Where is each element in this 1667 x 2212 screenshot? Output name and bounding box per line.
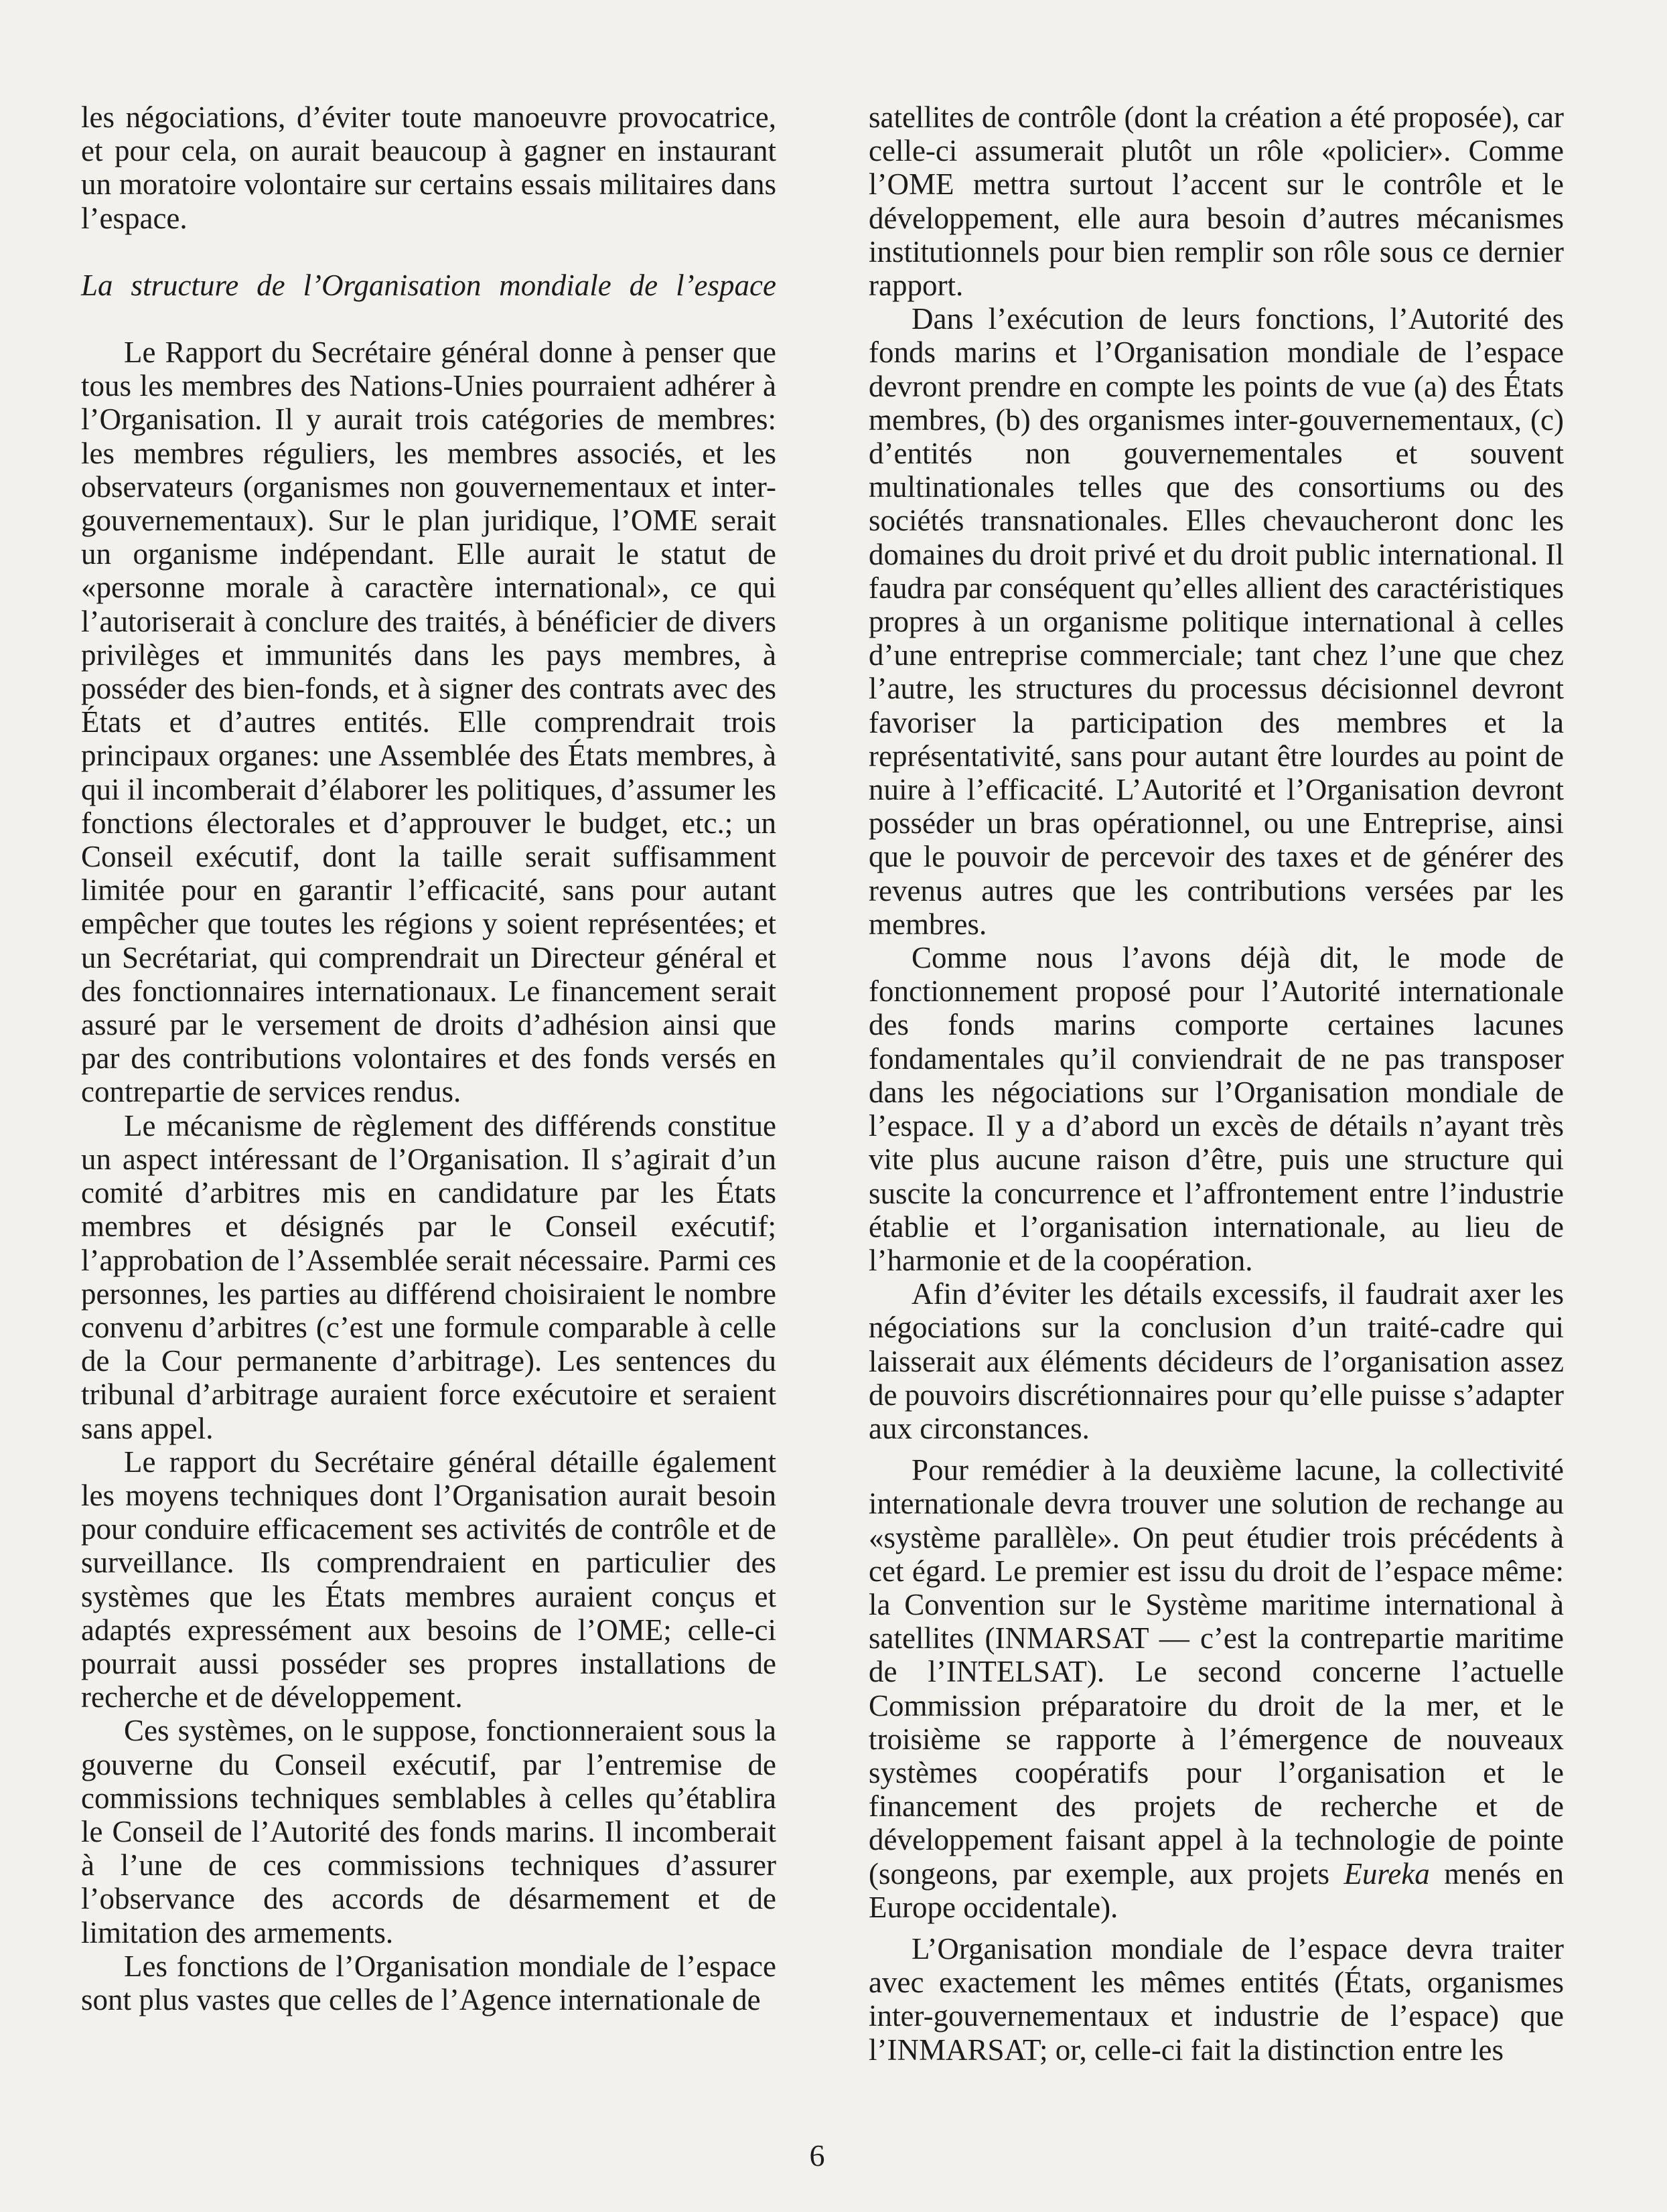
right-column: [869, 100, 1564, 2067]
paragraph: Afin d’éviter les détails excessifs, il faudrait axer les négociations sur la conclusion d’un traité-cadre qui laisserait aux éléments décideurs de l’organisation assez de pouvoirs discrétionnaires pour qu’elle puisse s’adapter aux circonstances.: [869, 1277, 1564, 1445]
paragraph: satellites de contrôle (dont la création a été proposée), car celle-ci assumerait plutôt un rôle «policier». Comme l’OME mettra surtout l’accent sur le contrôle et le développement, elle aura besoin d’autres mécanismes institutionnels pour bien remplir son rôle sous ce dernier rapport.: [869, 100, 1564, 303]
paragraph: Ces systèmes, on le suppose, fonctionneraient sous la gouverne du Conseil exécutif, par l’entremise de commissions techniques semblables à celles qu’établira le Conseil de l’Autorité des fonds marins. Il incomberait à l’une de ces commissions techniques d’assurer l’observance des accords de désarmement et de limitation des armements.: [81, 1714, 776, 1949]
section-heading: La structure de l’Organisation mondiale de l’espace: [81, 268, 776, 302]
paragraph: Les fonctions de l’Organisation mondiale de l’espace sont plus vastes que celles de l’Agence internationale de: [81, 1949, 776, 2016]
paragraph: Le Rapport du Secrétaire général donne à penser que tous les membres des Nations-Unies pourraient adhérer à l’Organisation. Il y aurait trois catégories de membres: les membres réguliers, les membres associés, et les observateurs (organismes non gouvernementaux et inter-gouvernementaux). Sur le plan juridique, l’OME serait un organisme indépendant. Elle aurait le statut de «personne morale à caractère international», ce qui l’autoriserait à conclure des traités, à bénéficier de divers privilèges et immunités dans les pays membres, à posséder des bien-fonds, et à signer des contrats avec des États et d’autres entités. Elle comprendrait trois principaux organes: une Assemblée des États membres, à qui il incomberait d’élaborer les politiques, d’assumer les fonctions électorales et d’approuver le budget, etc.; un Conseil exécutif, dont la taille serait suffisamment limitée pour en garantir l’efficacité, sans pour autant empêcher que toutes les régions y soient représentées; et un Secrétariat, qui comprendrait un Directeur général et des fonctionnaires internationaux. Le financement serait assuré par le versement de droits d’adhésion ainsi que par des contributions volontaires et des fonds versés en contrepartie de services rendus.: [81, 336, 776, 1109]
paragraph: [869, 1453, 1564, 1924]
paragraph: Le rapport du Secrétaire général détaille également les moyens techniques dont l’Organisation aurait besoin pour conduire efficacement ses activités de contrôle et de surveillance. Ils comprendraient en particulier des systèmes que les États membres auraient conçus et adaptés expressément aux besoins de l’OME; celle-ci pourrait aussi posséder ses propres installations de recherche et de développement.: [81, 1445, 776, 1714]
paragraph-text: Pour remédier à la deuxième lacune, la collectivité internationale devra trouver une solution de rechange au «système parallèle». On peut étudier trois précédents à cet égard. Le premier est issu du droit de l’espace même: la Convention sur le Système maritime international à satellites (INMARSAT — c’est la contrepartie maritime de l’INTELSAT). Le second concerne l’actuelle Commission préparatoire du droit de la mer, et le troisième se rapporte à l’émergence de nouveaux systèmes coopératifs pour l’organisation et le financement des projets de recherche et de développement faisant appel à la technologie de pointe (songeons, par exemple, aux projets: [869, 1453, 1564, 1891]
paragraph-text: menés en Europe occidentale).: [869, 1856, 1564, 1924]
page-number: 6: [809, 2138, 825, 2172]
left-column: [81, 100, 776, 2016]
paragraph: L’Organisation mondiale de l’espace devra traiter avec exactement les mêmes entités (États, organismes inter-gouvernementaux et industrie de l’espace) que l’INMARSAT; or, celle-ci fait la distinction entre les: [869, 1931, 1564, 2067]
paragraph: Dans l’exécution de leurs fonctions, l’Autorité des fonds marins et l’Organisation mondiale de l’espace devront prendre en compte les points de vue (a) des États membres, (b) des organismes inter-gouvernementaux, (c) d’entités non gouvernementales et souvent multinationales telles que des consortiums ou des sociétés transnationales. Elles chevaucheront donc les domaines du droit privé et du droit public international. Il faudra par conséquent qu’elles allient des caractéristiques propres à un organisme politique international à celles d’une entreprise commerciale; tant chez l’une que chez l’autre, les structures du processus décisionnel devront favoriser la participation des membres et la représentativité, sans pour autant être lourdes au point de nuire à l’efficacité. L’Autorité et l’Organisation devront posséder un bras opérationnel, ou une Entreprise, ainsi que le pouvoir de percevoir des taxes et de générer des revenus autres que les contributions versées par les membres.: [869, 302, 1564, 941]
paragraph: les négociations, d’éviter toute manoeuvre provocatrice, et pour cela, on aurait beaucoup à gagner en instaurant un moratoire volontaire sur certains essais militaires dans l’espace.: [81, 100, 776, 235]
italic-term: Eureka: [1344, 1856, 1430, 1891]
paragraph: Le mécanisme de règlement des différends constitue un aspect intéressant de l’Organisation. Il s’agirait d’un comité d’arbitres mis en candidature par les États membres et désignés par le Conseil exécutif; l’approbation de l’Assemblée serait nécessaire. Parmi ces personnes, les parties au différend choisiraient le nombre convenu d’arbitres (c’est une formule comparable à celle de la Cour permanente d’arbitrage). Les sentences du tribunal d’arbitrage auraient force exécutoire et seraient sans appel.: [81, 1108, 776, 1445]
paragraph: Comme nous l’avons déjà dit, le mode de fonctionnement proposé pour l’Autorité internationale des fonds marins comporte certaines lacunes fondamentales qu’il conviendrait de ne pas transposer dans les négociations sur l’Organisation mondiale de l’espace. Il y a d’abord un excès de détails n’ayant très vite plus aucune raison d’être, puis une structure qui suscite la concurrence et l’affrontement entre l’industrie établie et l’organisation internationale, au lieu de l’harmonie et de la coopération.: [869, 941, 1564, 1277]
